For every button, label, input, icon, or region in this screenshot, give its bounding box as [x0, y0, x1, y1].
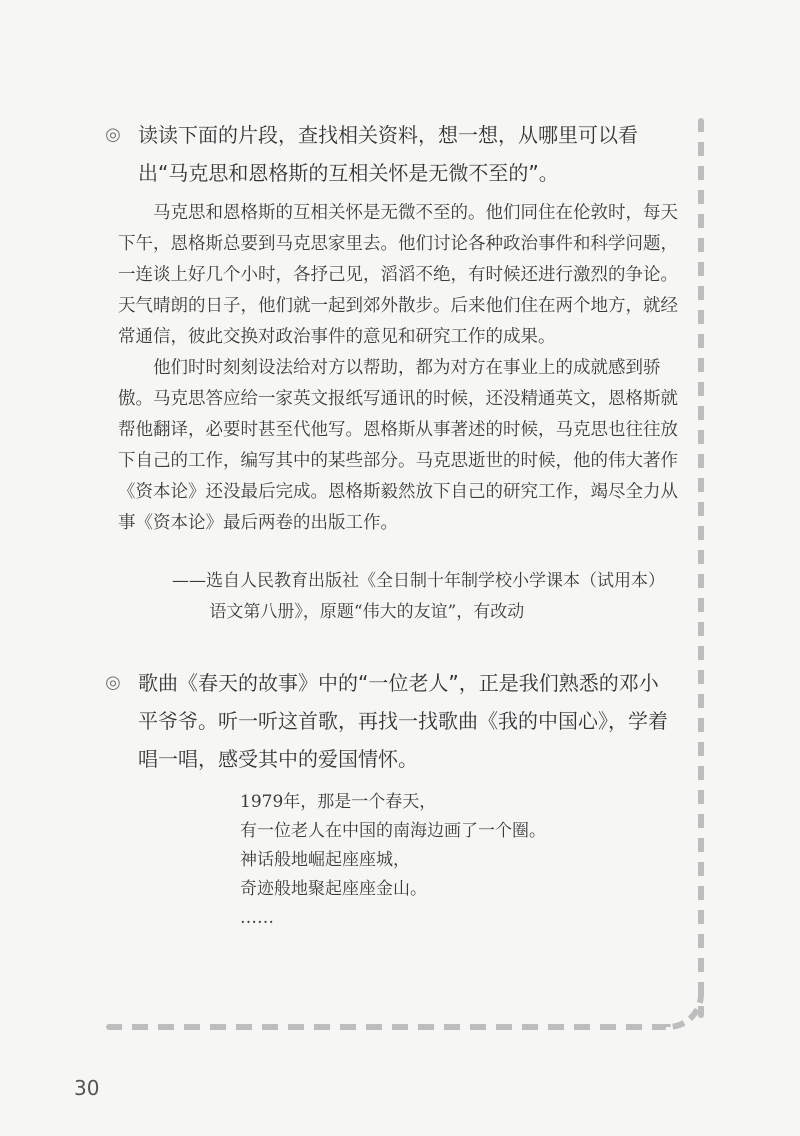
lyric-line: 1979年，那是一个春天， [240, 792, 437, 812]
lyric-line: 有一位老人在中国的南海边画了一个圈。 [240, 821, 546, 841]
song-lyrics [240, 788, 660, 933]
passage-paragraph-2: 他们时时刻刻设法给对方以帮助，都为对方在事业上的成就感到骄傲。马克思答应给一家英文报纸写通讯的时候，还没精通英文，恩格斯就帮他翻译，必要时甚至代他写。恩格斯从事著述的时候，马克思也往往放下自己的工作，编写其中的某些部分。马克思逝世的时候，他的伟大著作《资本论》还没最后完成。恩格斯毅然放下自己的研究工作，竭尽全力从事《资本论》最后两卷的出版工作。 [118, 358, 678, 533]
question-1-text: 读读下面的片段，查找相关资料，想一想，从哪里可以看出“马克思和恩格斯的互相关怀是无微不至的”。 [138, 123, 638, 185]
passage-paragraph-1: 马克思和恩格斯的互相关怀是无微不至的。他们同住在伦敦时，每天下午，恩格斯总要到马克思家里去。他们讨论各种政治事件和科学问题，一连谈上好几个小时，各抒己见，滔滔不绝，有时候还进行激烈的争论。天气晴朗的日子，他们就一起到郊外散步。后来他们住在两个地方，就经常通信，彼此交换对政治事件的意见和研究工作的成果。 [118, 203, 678, 347]
page-number: 30 [74, 1076, 100, 1100]
source-line-1: ——选自人民教育出版社《全日制十年制学校小学课本（试用本） [172, 571, 665, 591]
dashed-border-right [698, 118, 704, 1018]
bullet-icon: ◎ [105, 124, 121, 145]
dashed-border-corner [664, 990, 704, 1030]
question-2 [105, 664, 668, 778]
question-1 [105, 116, 668, 192]
question-2-text: 歌曲《春天的故事》中的“一位老人”，正是我们熟悉的邓小平爷爷。听一听这首歌，再找一找歌曲《我的中国心》，学着唱一唱，感受其中的爱国情怀。 [138, 671, 668, 771]
passage-source [172, 566, 692, 628]
bullet-icon: ◎ [105, 672, 121, 693]
lyric-line: …… [240, 908, 274, 928]
dashed-border-bottom [106, 1024, 666, 1030]
source-line-2: 语文第八册》，原题“伟大的友谊”，有改动 [209, 602, 525, 622]
lyric-line: 奇迹般地聚起座座金山。 [240, 879, 427, 899]
lyric-line: 神话般地崛起座座城， [240, 850, 410, 870]
passage [118, 198, 684, 539]
